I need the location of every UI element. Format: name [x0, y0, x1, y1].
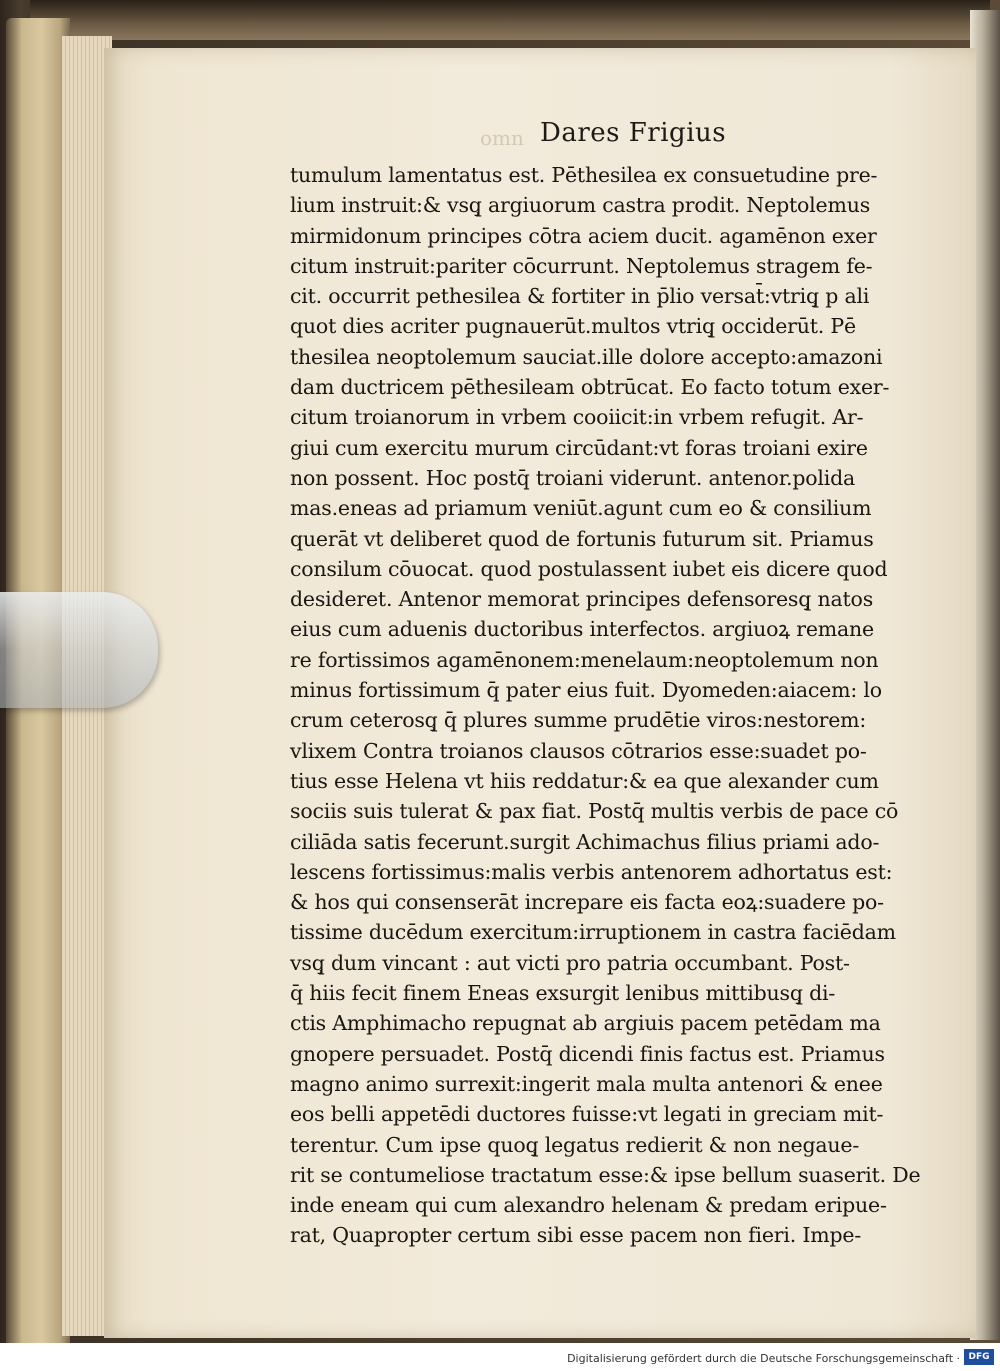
text-line: crum ceterosq̧ q̄ plures summe prudētie viros:nestorem: — [290, 708, 867, 733]
text-line: minus fortissimum q̄ pater eius fuit. Dyomeden:aiacem: lo — [290, 678, 882, 703]
plastic-page-holder — [0, 592, 158, 708]
text-line: mas.eneas ad priamum veniūt.agunt cum eo & consilium — [290, 496, 872, 521]
dfg-logo-icon: DFG — [964, 1349, 994, 1365]
text-line: cit. occurrit pethesilea & fortiter in p̄lio versat̄:vtriq̧ p ali — [290, 284, 870, 309]
text-line: quot dies acriter pugnauerūt.multos vtriq̧ occiderūt. Pē — [290, 314, 856, 339]
text-line: ctis Amphimacho repugnat ab argiuis pacem petēdam ma — [290, 1011, 881, 1036]
text-line: gnopere persuadet. Postq̄ dicendi finis factus est. Priamus — [290, 1041, 885, 1066]
text-line: sociis suis tulerat & pax fiat. Postq̄ multis verbis de pace cō — [290, 799, 899, 824]
text-line: giui cum exercitu murum circūdant:vt foras troiani exire — [290, 435, 868, 460]
text-line: desideret. Antenor memorat principes defensoresq̧ natos — [290, 587, 874, 612]
text-line: q̄ hiis fecit finem Eneas exsurgit lenibus mittibusq̧ di- — [290, 981, 836, 1006]
text-line: citum instruit:pariter cōcurrunt. Neptolemus stragem fe- — [290, 253, 873, 278]
funding-credit: Digitalisierung gefördert durch die Deutsche Forschungsgemeinschaft · — [567, 1352, 960, 1365]
text-line: consilum cōuocat. quod postulassent iubet eis dicere quod — [290, 556, 888, 581]
text-line: eius cum aduenis ductoribus interfectos. argiuoꝝ remane — [290, 617, 874, 642]
text-line: magno animo surrexit:ingerit mala multa antenori & enee — [290, 1071, 883, 1096]
text-line: lium instruit:& vsq̧ argiuorum castra prodit. Neptolemus — [290, 193, 871, 218]
text-line: ciliāda satis fecerunt.surgit Achimachus filius priami ado- — [290, 829, 880, 854]
text-line: vlixem Contra troianos clausos cōtrarios esse:suadet po- — [290, 738, 867, 763]
text-line: tius esse Helena vt hiis reddatur:& ea que alexander cum — [290, 768, 879, 793]
text-line: eos belli appetēdi ductores fuisse:vt legati in greciam mit- — [290, 1102, 884, 1127]
text-line: non possent. Hoc postq̄ troiani viderunt. antenor.polida — [290, 465, 856, 490]
text-line: tumulum lamentatus est. Pēthesilea ex consuetudine pre- — [290, 163, 878, 187]
text-line: thesilea neoptolemum sauciat.ille dolore accepto:amazoni — [290, 344, 883, 369]
text-line: dam ductricem pēthesileam obtrūcat. Eo facto totum exer- — [290, 375, 890, 400]
book-cover-top — [30, 0, 990, 40]
text-line: rat, Quapropter certum sibi esse pacem non fieri. Impe- — [290, 1223, 862, 1248]
bleed-through-text: omn — [480, 126, 524, 150]
text-line: citum troianorum in vrbem cooiicit:in vrbem refugit. Ar- — [290, 405, 864, 430]
text-line: rit se contumeliose tractatum esse:& ipse bellum suaserit. De — [290, 1162, 921, 1187]
text-line: mirmidonum principes cōtra aciem ducit. agamēnon exer — [290, 223, 877, 248]
text-line: querāt vt deliberet quod de fortunis futurum sit. Priamus — [290, 526, 874, 551]
text-line: re fortissimos agamēnonem:menelaum:neoptolemum non — [290, 647, 879, 672]
text-line: & hos qui consenserāt increpare eis facta eoꝝ:suadere po- — [290, 890, 884, 915]
text-line: tissime ducēdum exercitum:irruptionem in castra faciēdam — [290, 920, 896, 945]
text-line: vsq̧ dum vincant : aut victi pro patria occumbant. Post- — [290, 950, 850, 975]
text-line: inde eneam qui cum alexandro helenam & predam eripue- — [290, 1193, 887, 1218]
text-line: lescens fortissimus:malis verbis antenorem adhortatus est: — [290, 859, 893, 884]
text-line: terentur. Cum ipse quoq̧ legatus redierit & non negaue- — [290, 1132, 860, 1157]
running-head: Dares Frigius — [540, 118, 727, 148]
text-block — [290, 160, 921, 1251]
